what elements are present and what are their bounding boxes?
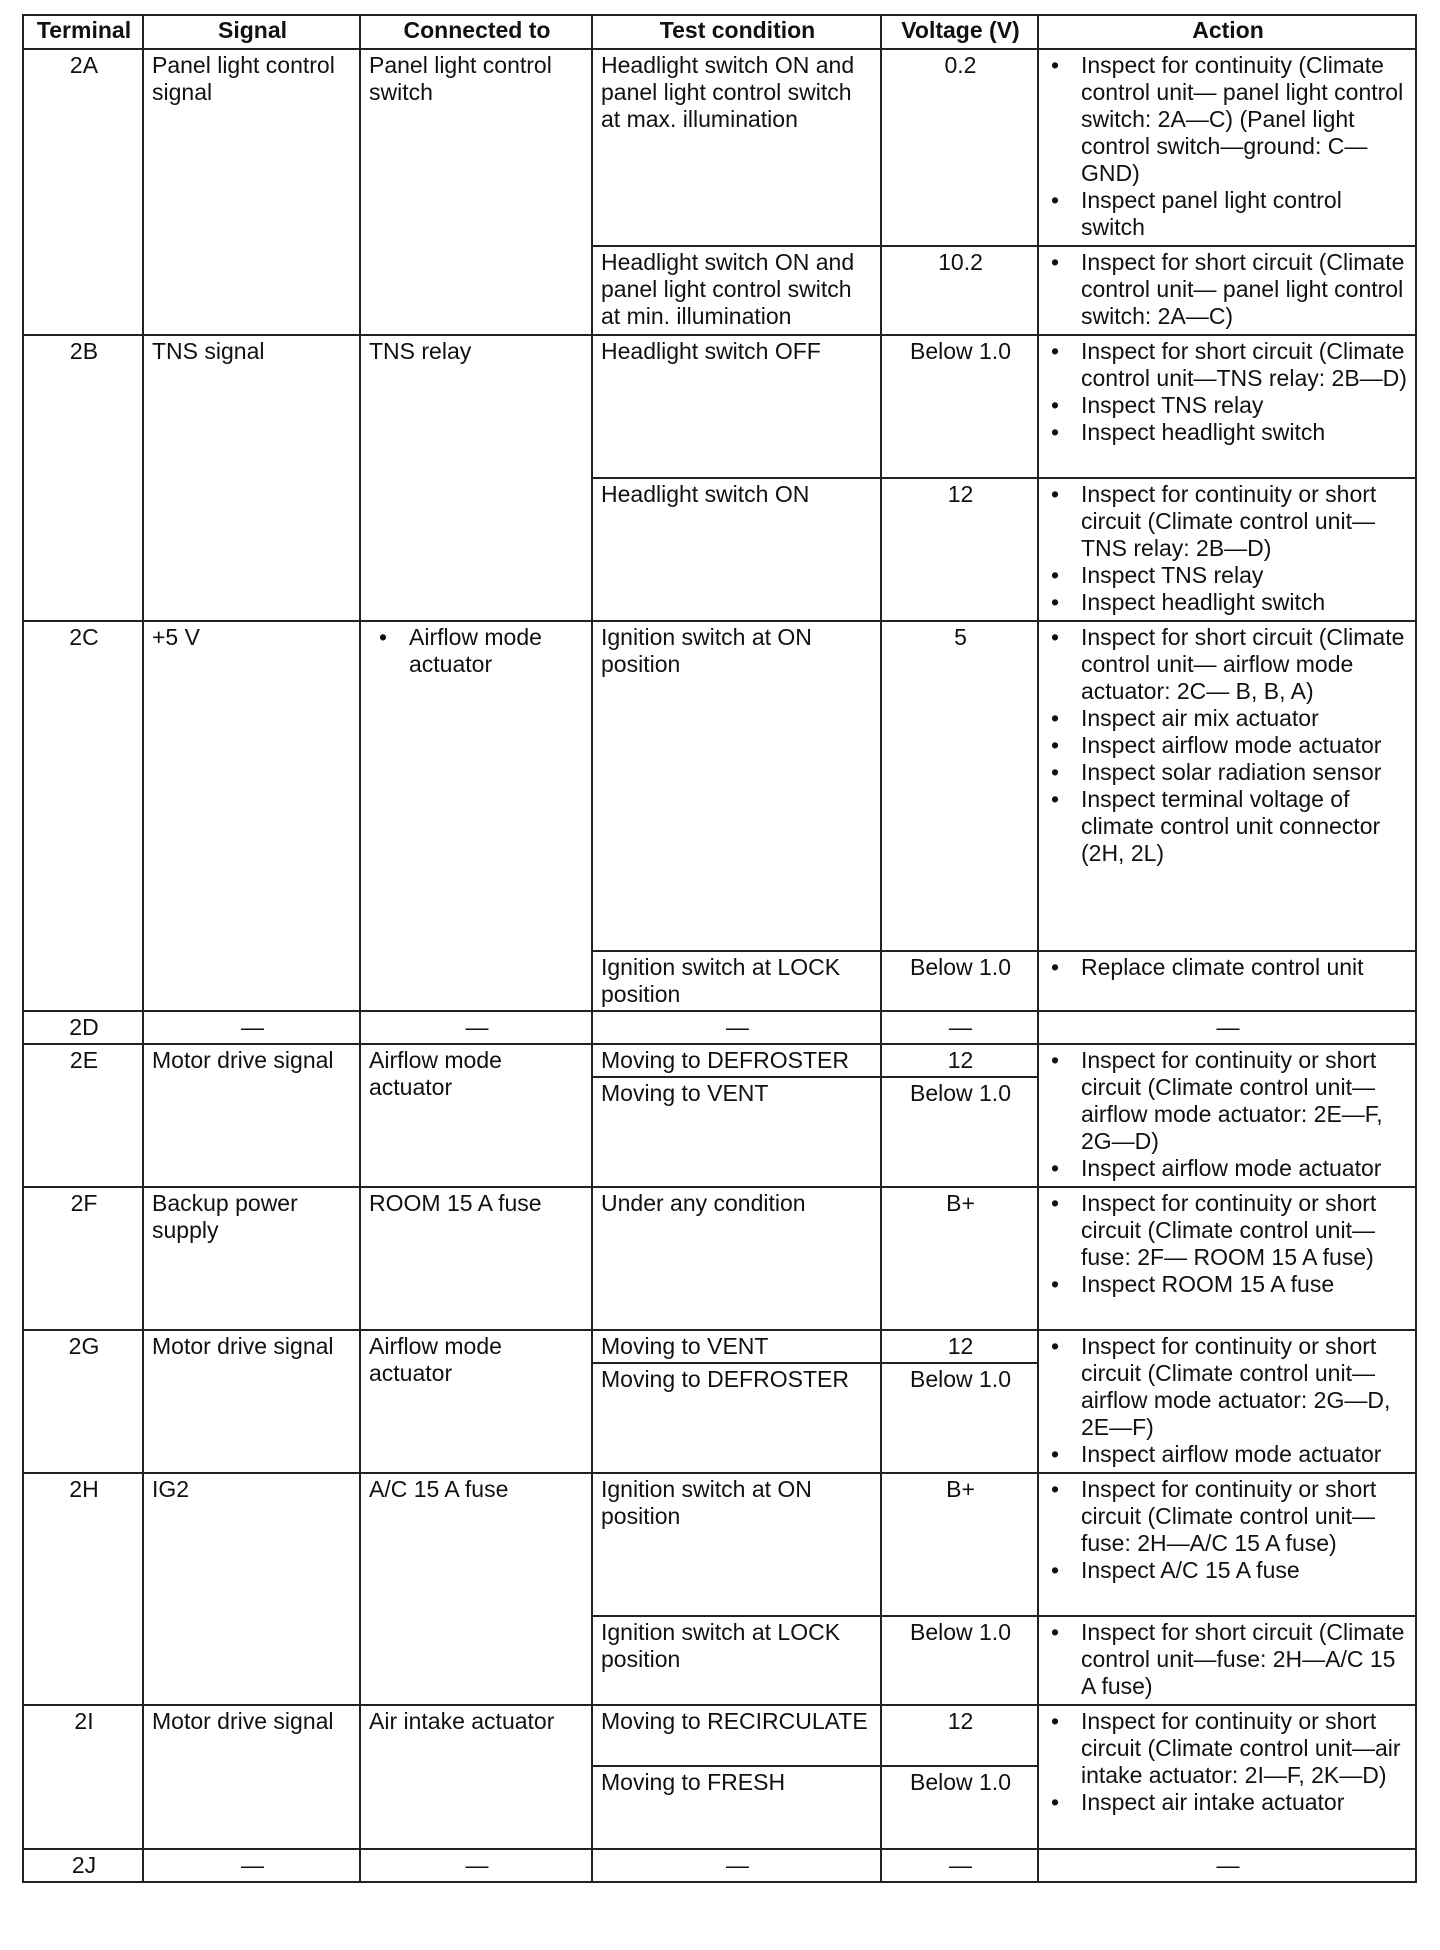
signal-cell: Panel light control signal: [143, 49, 360, 335]
action-item: • Inspect for continuity or short circuit (Climate control unit—fuse: 2H—A/C 15 A fuse): [1047, 1476, 1409, 1557]
action-cell: [1038, 1187, 1416, 1330]
connected-to-cell: —: [360, 1011, 592, 1044]
connected-to-cell: A/C 15 A fuse: [360, 1473, 592, 1705]
voltage-cell: 10.2: [881, 246, 1038, 335]
signal-cell: Motor drive signal: [143, 1330, 360, 1473]
action-item: • Inspect for short circuit (Climate control unit—fuse: 2H—A/C 15 A fuse): [1047, 1619, 1409, 1700]
connected-to-cell: —: [360, 1849, 592, 1882]
voltage-cell: B+: [881, 1473, 1038, 1616]
action-item: • Inspect for continuity or short circuit (Climate control unit—fuse: 2F— ROOM 15 A fuse): [1047, 1190, 1409, 1271]
action-cell: [1038, 1616, 1416, 1705]
test-condition-cell: Ignition switch at LOCK position: [592, 951, 881, 1011]
connected-item: • Airflow mode actuator: [369, 624, 585, 678]
terminal-cell: 2J: [23, 1849, 143, 1882]
action-item: • Replace climate control unit: [1047, 954, 1409, 981]
voltage-cell: Below 1.0: [881, 335, 1038, 478]
voltage-cell: B+: [881, 1187, 1038, 1330]
action-item: • Inspect solar radiation sensor: [1047, 759, 1409, 786]
action-item: • Inspect for short circuit (Climate control unit—TNS relay: 2B—D): [1047, 338, 1409, 392]
voltage-cell: Below 1.0: [881, 1616, 1038, 1705]
table-row-2B: [23, 335, 1416, 478]
connected-to-cell: [360, 621, 592, 1011]
action-item: • Inspect panel light control switch: [1047, 187, 1409, 241]
action-item: • Inspect for continuity or short circuit (Climate control unit—airflow mode actuator: 2G—D, 2E—F): [1047, 1333, 1409, 1441]
action-item: • Inspect for continuity or short circuit (Climate control unit—airflow mode actuator: 2E—F, 2G—D): [1047, 1047, 1409, 1155]
action-cell: —: [1038, 1011, 1416, 1044]
terminal-cell: 2D: [23, 1011, 143, 1044]
terminal-cell: 2F: [23, 1187, 143, 1330]
test-condition-cell: Ignition switch at LOCK position: [592, 1616, 881, 1705]
voltage-cell: —: [881, 1011, 1038, 1044]
action-item: • Inspect headlight switch: [1047, 589, 1409, 616]
terminal-inspection-table: [22, 14, 1417, 1883]
action-cell: [1038, 1705, 1416, 1849]
terminal-cell: 2A: [23, 49, 143, 335]
terminal-cell: 2E: [23, 1044, 143, 1187]
voltage-cell: 12: [881, 1705, 1038, 1766]
action-item: • Inspect for continuity or short circuit (Climate control unit—TNS relay: 2B—D): [1047, 481, 1409, 562]
signal-cell: Backup power supply: [143, 1187, 360, 1330]
test-condition-cell: Headlight switch ON and panel light control switch at max. illumination: [592, 49, 881, 246]
action-cell: [1038, 1473, 1416, 1616]
test-condition-cell: —: [592, 1011, 881, 1044]
column-header-action: Action: [1038, 15, 1416, 49]
table-row-2F: [23, 1187, 1416, 1330]
action-item: • Inspect ROOM 15 A fuse: [1047, 1271, 1409, 1298]
signal-cell: —: [143, 1849, 360, 1882]
action-item: • Inspect airflow mode actuator: [1047, 1155, 1409, 1182]
action-item: • Inspect for continuity (Climate control unit— panel light control switch: 2A—C) (Panel light control switch—ground: C—GND): [1047, 52, 1409, 187]
action-cell: [1038, 1044, 1416, 1187]
connected-to-cell: Airflow mode actuator: [360, 1330, 592, 1473]
test-condition-cell: Headlight switch ON: [592, 478, 881, 621]
header-row: [23, 15, 1416, 49]
test-condition-cell: Headlight switch OFF: [592, 335, 881, 478]
voltage-cell: Below 1.0: [881, 1766, 1038, 1849]
signal-cell: Motor drive signal: [143, 1044, 360, 1187]
voltage-cell: —: [881, 1849, 1038, 1882]
connected-to-cell: Panel light control switch: [360, 49, 592, 335]
action-cell: [1038, 49, 1416, 246]
action-cell: [1038, 621, 1416, 951]
action-item: • Inspect airflow mode actuator: [1047, 1441, 1409, 1468]
table-row-2I: [23, 1705, 1416, 1766]
voltage-cell: Below 1.0: [881, 1363, 1038, 1473]
test-condition-cell: Moving to VENT: [592, 1330, 881, 1363]
signal-cell: IG2: [143, 1473, 360, 1705]
action-item: • Inspect for continuity or short circuit (Climate control unit—air intake actuator: 2I—F, 2K—D): [1047, 1708, 1409, 1789]
action-item: • Inspect air mix actuator: [1047, 705, 1409, 732]
action-cell: —: [1038, 1849, 1416, 1882]
column-header-connected-to: Connected to: [360, 15, 592, 49]
action-cell: [1038, 478, 1416, 621]
voltage-cell: 5: [881, 621, 1038, 951]
column-header-terminal: Terminal: [23, 15, 143, 49]
action-item: • Inspect headlight switch: [1047, 419, 1409, 446]
connected-to-cell: Air intake actuator: [360, 1705, 592, 1849]
signal-cell: TNS signal: [143, 335, 360, 621]
table-row-2A: [23, 49, 1416, 246]
action-item: • Inspect for short circuit (Climate control unit— airflow mode actuator: 2C— B, B, A): [1047, 624, 1409, 705]
terminal-cell: 2H: [23, 1473, 143, 1705]
voltage-cell: Below 1.0: [881, 1077, 1038, 1187]
table-row-2C: [23, 621, 1416, 951]
connected-to-cell: Airflow mode actuator: [360, 1044, 592, 1187]
test-condition-cell: Under any condition: [592, 1187, 881, 1330]
connected-to-cell: TNS relay: [360, 335, 592, 621]
voltage-cell: Below 1.0: [881, 951, 1038, 1011]
test-condition-cell: Ignition switch at ON position: [592, 1473, 881, 1616]
voltage-cell: 12: [881, 478, 1038, 621]
test-condition-cell: —: [592, 1849, 881, 1882]
action-cell: [1038, 246, 1416, 335]
test-condition-cell: Moving to FRESH: [592, 1766, 881, 1849]
action-item: • Inspect TNS relay: [1047, 392, 1409, 419]
test-condition-cell: Moving to RECIRCULATE: [592, 1705, 881, 1766]
voltage-cell: 12: [881, 1330, 1038, 1363]
table-row-2D: [23, 1011, 1416, 1044]
terminal-cell: 2G: [23, 1330, 143, 1473]
table-row-2G: [23, 1330, 1416, 1363]
terminal-cell: 2C: [23, 621, 143, 1011]
action-cell: [1038, 335, 1416, 478]
action-item: • Inspect TNS relay: [1047, 562, 1409, 589]
action-item: • Inspect A/C 15 A fuse: [1047, 1557, 1409, 1584]
terminal-cell: 2B: [23, 335, 143, 621]
test-condition-cell: Ignition switch at ON position: [592, 621, 881, 951]
column-header-test-condition: Test condition: [592, 15, 881, 49]
document-page: [22, 14, 1415, 1883]
action-item: • Inspect air intake actuator: [1047, 1789, 1409, 1816]
action-cell: [1038, 1330, 1416, 1473]
action-item: • Inspect airflow mode actuator: [1047, 732, 1409, 759]
column-header-signal: Signal: [143, 15, 360, 49]
connected-to-cell: ROOM 15 A fuse: [360, 1187, 592, 1330]
test-condition-cell: Headlight switch ON and panel light control switch at min. illumination: [592, 246, 881, 335]
voltage-cell: 0.2: [881, 49, 1038, 246]
signal-cell: +5 V: [143, 621, 360, 1011]
action-item: • Inspect terminal voltage of climate control unit connector (2H, 2L): [1047, 786, 1409, 867]
test-condition-cell: Moving to DEFROSTER: [592, 1363, 881, 1473]
voltage-cell: 12: [881, 1044, 1038, 1077]
action-item: • Inspect for short circuit (Climate control unit— panel light control switch: 2A—C): [1047, 249, 1409, 330]
test-condition-cell: Moving to DEFROSTER: [592, 1044, 881, 1077]
table-row-2J: [23, 1849, 1416, 1882]
column-header-voltage: Voltage (V): [881, 15, 1038, 49]
test-condition-cell: Moving to VENT: [592, 1077, 881, 1187]
table-row-2E: [23, 1044, 1416, 1077]
action-cell: [1038, 951, 1416, 1011]
terminal-cell: 2I: [23, 1705, 143, 1849]
table-row-2H: [23, 1473, 1416, 1616]
signal-cell: —: [143, 1011, 360, 1044]
signal-cell: Motor drive signal: [143, 1705, 360, 1849]
